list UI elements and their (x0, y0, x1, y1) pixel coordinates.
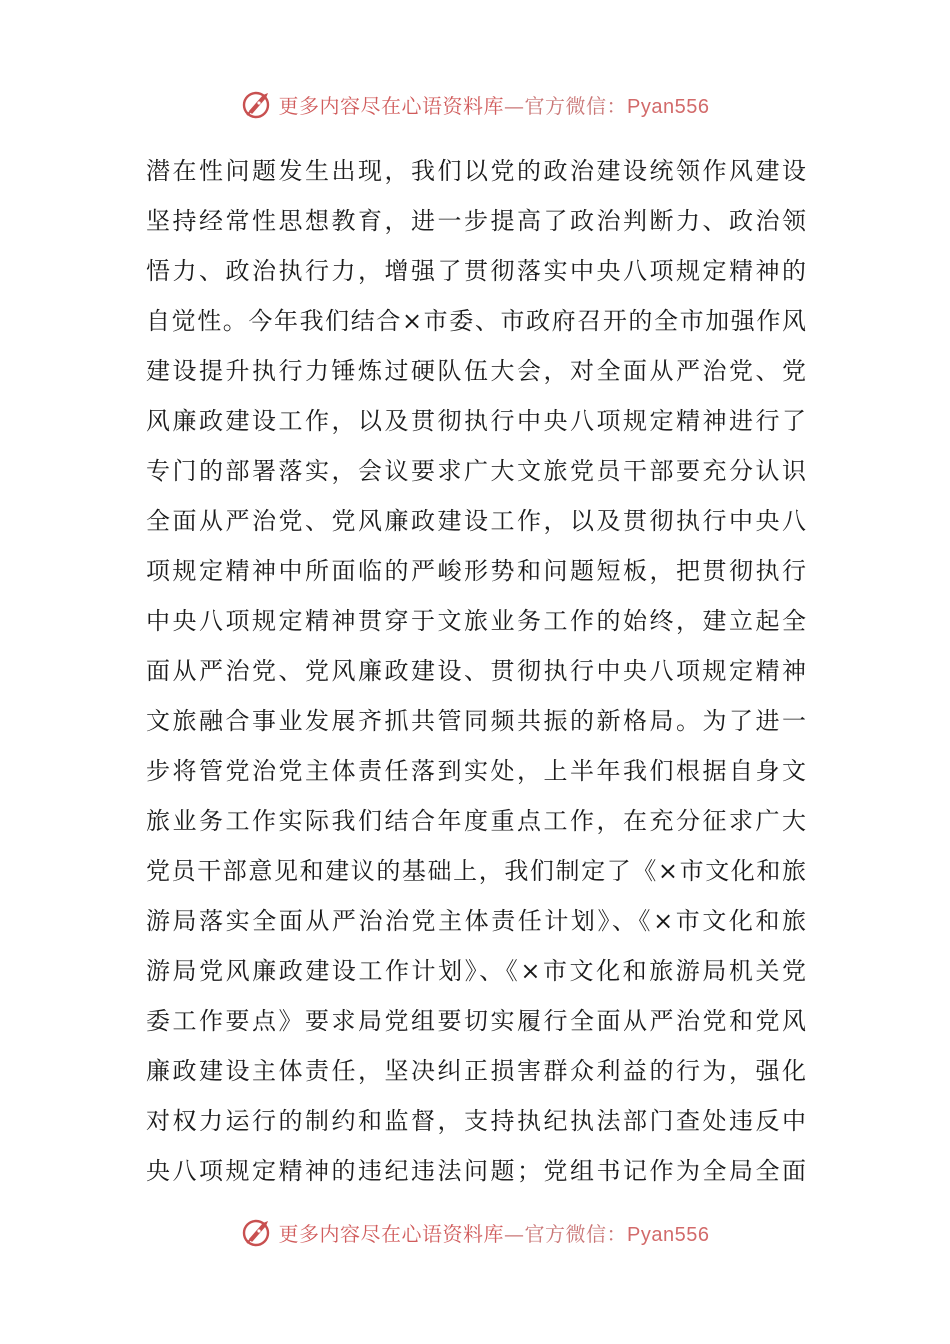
text-line: 游局落实全面从严治治党主体责任计划》、《×市文化和旅 (146, 907, 806, 935)
text-line: 专门的部署落实，会议要求广大文旅党员干部要充分认识 (146, 457, 806, 485)
watermark-dash: — (504, 1221, 525, 1246)
watermark-dash: — (504, 93, 525, 118)
text-line: 步将管党治党主体责任落到实处，上半年我们根据自身文 (146, 757, 806, 785)
text-line: 项规定精神中所面临的严峻形势和问题短板，把贯彻执行 (146, 557, 806, 585)
watermark-sub: 官方微信： (524, 93, 628, 118)
text-line: 中央八项规定精神贯穿于文旅业务工作的始终，建立起全 (146, 607, 806, 635)
text-line: 潜在性问题发生出现，我们以党的政治建设统领作风建设 (146, 157, 806, 185)
watermark-main: 更多内容尽在心语资料库 (278, 1221, 505, 1246)
watermark-text (279, 90, 710, 119)
text-line: 风廉政建设工作，以及贯彻执行中央八项规定精神进行了 (146, 407, 806, 435)
text-line: 坚持经常性思想教育，进一步提高了政治判断力、政治领 (146, 207, 806, 235)
watermark-id: Pyan556 (627, 1223, 710, 1246)
footer-watermark (0, 1212, 950, 1252)
watermark-id: Pyan556 (627, 95, 710, 118)
pen-nib-circle-icon (241, 1215, 275, 1249)
text-line: 建设提升执行力锤炼过硬队伍大会，对全面从严治党、党 (146, 357, 806, 385)
header-watermark (0, 84, 950, 124)
text-line: 旅业务工作实际我们结合年度重点工作，在充分征求广大 (146, 807, 806, 835)
watermark-main: 更多内容尽在心语资料库 (278, 93, 505, 118)
document-body (146, 146, 806, 1196)
pen-nib-circle-icon (241, 87, 275, 121)
text-line: 游局党风廉政建设工作计划》、《×市文化和旅游局机关党 (146, 957, 806, 985)
text-line: 自觉性。今年我们结合×市委、市政府召开的全市加强作风 (146, 307, 806, 335)
text-line: 委工作要点》要求局党组要切实履行全面从严治党和党风 (146, 1007, 806, 1035)
text-line: 文旅融合事业发展齐抓共管同频共振的新格局。为了进一 (146, 707, 806, 735)
text-line: 全面从严治党、党风廉政建设工作，以及贯彻执行中央八 (146, 507, 806, 535)
text-line: 党员干部意见和建议的基础上，我们制定了《×市文化和旅 (146, 857, 806, 885)
watermark-text (279, 1218, 710, 1247)
text-line: 对权力运行的制约和监督，支持执纪执法部门查处违反中 (146, 1107, 806, 1135)
text-line: 廉政建设主体责任，坚决纠正损害群众利益的行为，强化 (146, 1057, 806, 1085)
text-line: 面从严治党、党风廉政建设、贯彻执行中央八项规定精神 (146, 657, 806, 685)
text-line: 央八项规定精神的违纪违法问题；党组书记作为全局全面 (146, 1157, 806, 1185)
text-line: 悟力、政治执行力，增强了贯彻落实中央八项规定精神的 (146, 257, 806, 285)
watermark-sub: 官方微信： (524, 1221, 628, 1246)
